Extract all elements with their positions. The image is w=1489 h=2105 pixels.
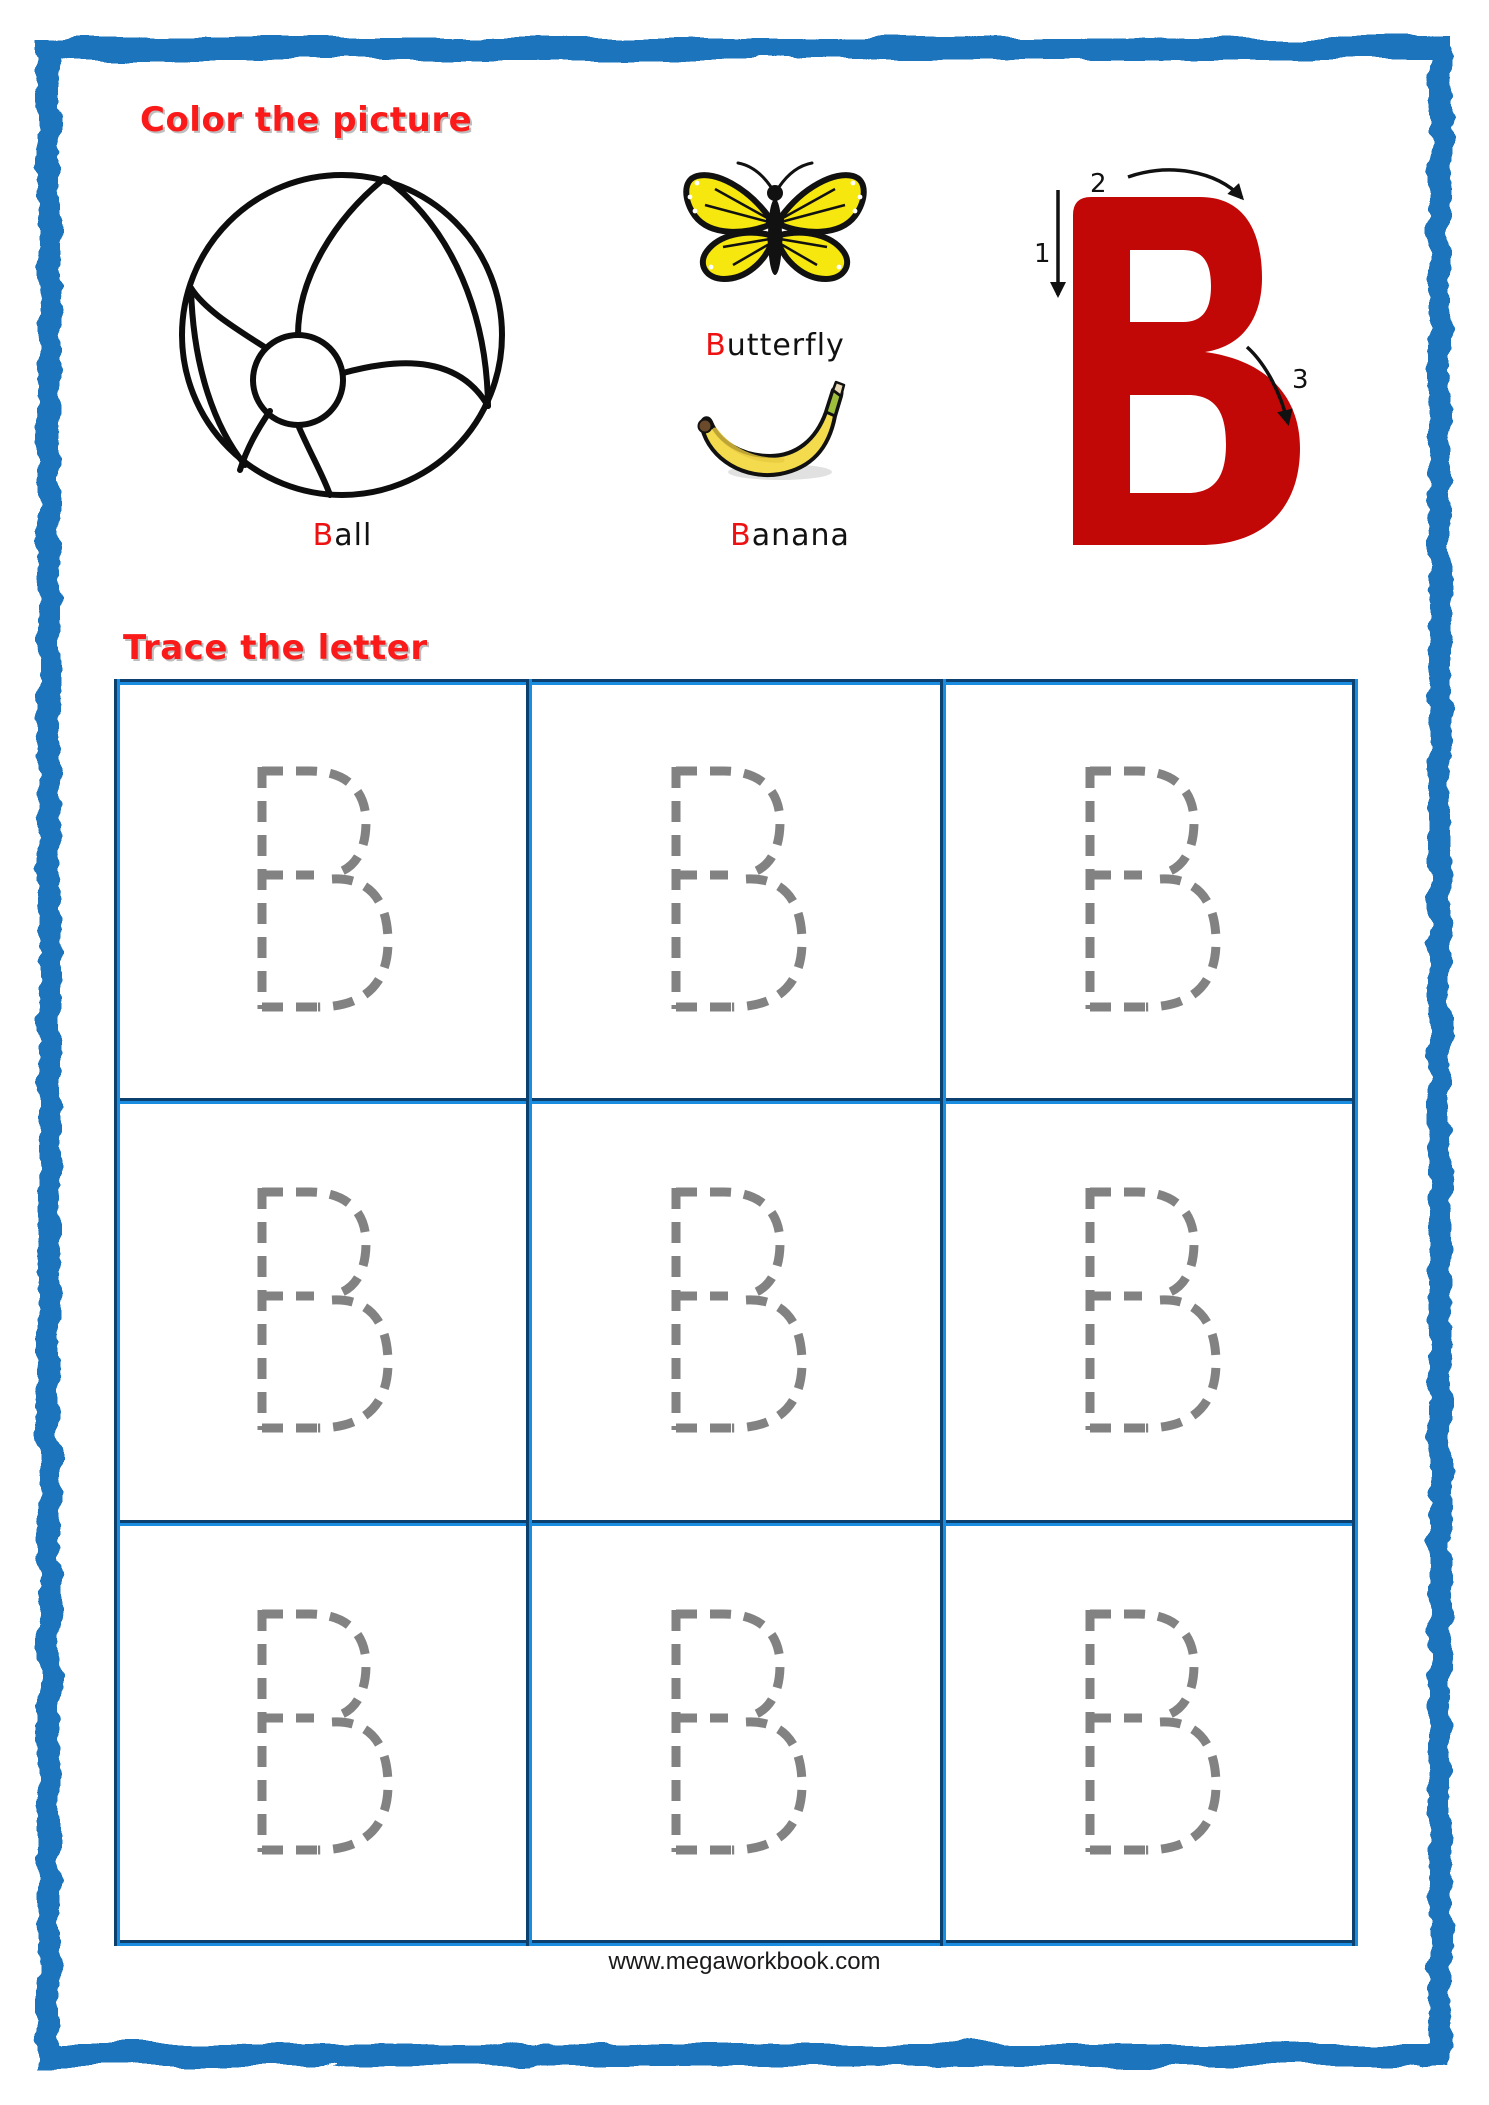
trace-cell[interactable] (666, 1183, 806, 1435)
butterfly-label-first-letter: B (705, 328, 727, 363)
stroke-number-3: 3 (1292, 365, 1309, 395)
stroke-number-1: 1 (1034, 239, 1051, 269)
trace-cell[interactable] (1080, 1605, 1220, 1857)
banana-label-first-letter: B (730, 518, 752, 553)
stroke-number-2: 2 (1090, 169, 1107, 199)
dashed-letter-b (666, 762, 806, 1014)
dashed-letter-b (252, 1605, 392, 1857)
color-the-picture-heading: Color the picture (140, 100, 473, 140)
dashed-letter-b (666, 1183, 806, 1435)
dashed-letter-b (1080, 1183, 1220, 1435)
dashed-letter-b (666, 1605, 806, 1857)
ball-label-rest: all (334, 518, 373, 553)
trace-cell[interactable] (252, 1183, 392, 1435)
dashed-letter-b (1080, 1605, 1220, 1857)
trace-cell[interactable] (252, 762, 392, 1014)
website-url: www.megaworkbook.com (608, 1948, 881, 1975)
trace-cell[interactable] (252, 1605, 392, 1857)
ball-label-first-letter: B (312, 518, 335, 553)
dashed-letter-b (1080, 762, 1220, 1014)
trace-cell[interactable] (666, 1605, 806, 1857)
trace-cell[interactable] (666, 762, 806, 1014)
trace-cell[interactable] (1080, 1183, 1220, 1435)
banana-label-rest: anana (751, 518, 850, 553)
trace-cell[interactable] (1080, 762, 1220, 1014)
dashed-letter-b (252, 762, 392, 1014)
trace-the-letter-heading: Trace the letter (123, 628, 428, 668)
dashed-letter-b (252, 1183, 392, 1435)
butterfly-label-rest: utterfly (726, 328, 845, 363)
